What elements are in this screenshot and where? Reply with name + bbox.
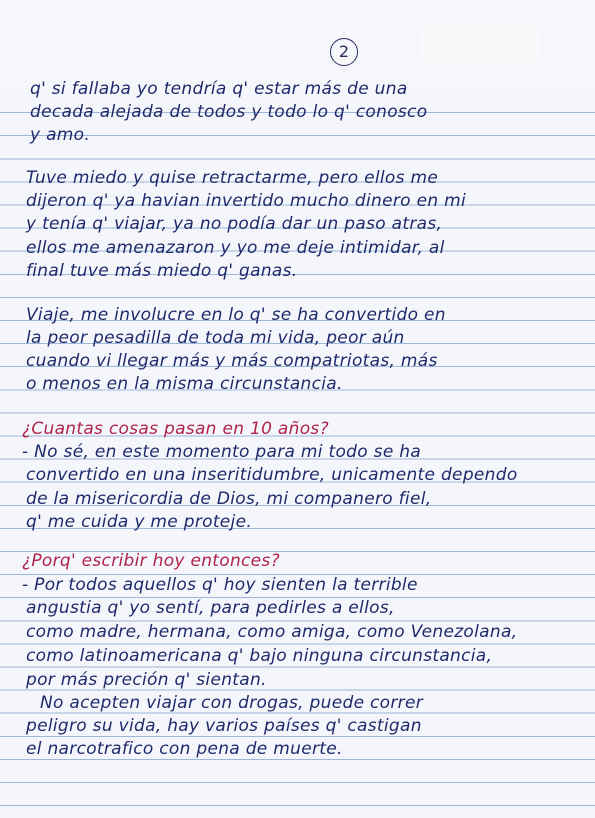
text-line: o menos en la misma circunstancia. [26,374,343,394]
text-line: y amo. [30,125,91,145]
question-heading: ¿Porq' escribir hoy entonces? [22,551,280,571]
text-line: final tuve más miedo q' ganas. [26,261,298,281]
text-line: ellos me amenazaron y yo me deje intimidar, al [26,238,445,258]
text-line: como latinoamericana q' bajo ninguna circunstancia, [26,646,493,666]
text-line: como madre, hermana, como amiga, como Venezolana, [26,622,518,642]
question-heading: ¿Cuantas cosas pasan en 10 años? [22,419,329,439]
text-line: el narcotrafico con pena de muerte. [26,739,343,759]
text-line: - Por todos aquellos q' hoy sienten la terrible [22,575,418,595]
text-line: angustia q' yo sentí, para pedirles a ellos, [26,598,395,618]
text-line: por más preción q' sientan. [26,670,267,690]
text-line: dijeron q' ya havian invertido mucho dinero en mi [26,191,466,211]
text-line: - No sé, en este momento para mi todo se ha [22,442,422,462]
text-line: peligro su vida, hay varios países q' castigan [26,716,422,736]
text-line: la peor pesadilla de toda mi vida, peor aún [26,328,405,348]
text-line: cuando vi llegar más y más compatriotas, más [26,351,438,371]
text-line: No acepten viajar con drogas, puede correr [40,693,424,713]
text-line: de la misericordia de Dios, mi companero fiel, [26,489,432,509]
redacted-area [420,25,540,63]
text-line: convertido en una inseritidumbre, unicamente dependo [26,465,518,485]
text-line: y tenía q' viajar, ya no podía dar un paso atras, [26,214,443,234]
text-line: Viaje, me involucre en lo q' se ha convertido en [26,305,446,325]
text-line: q' si fallaba yo tendría q' estar más de una [30,79,408,99]
text-line: decada alejada de todos y todo lo q' conosco [30,102,428,122]
text-line: q' me cuida y me proteje. [26,512,253,532]
page-number: 2 [330,38,358,66]
text-line: Tuve miedo y quise retractarme, pero ellos me [26,168,439,188]
